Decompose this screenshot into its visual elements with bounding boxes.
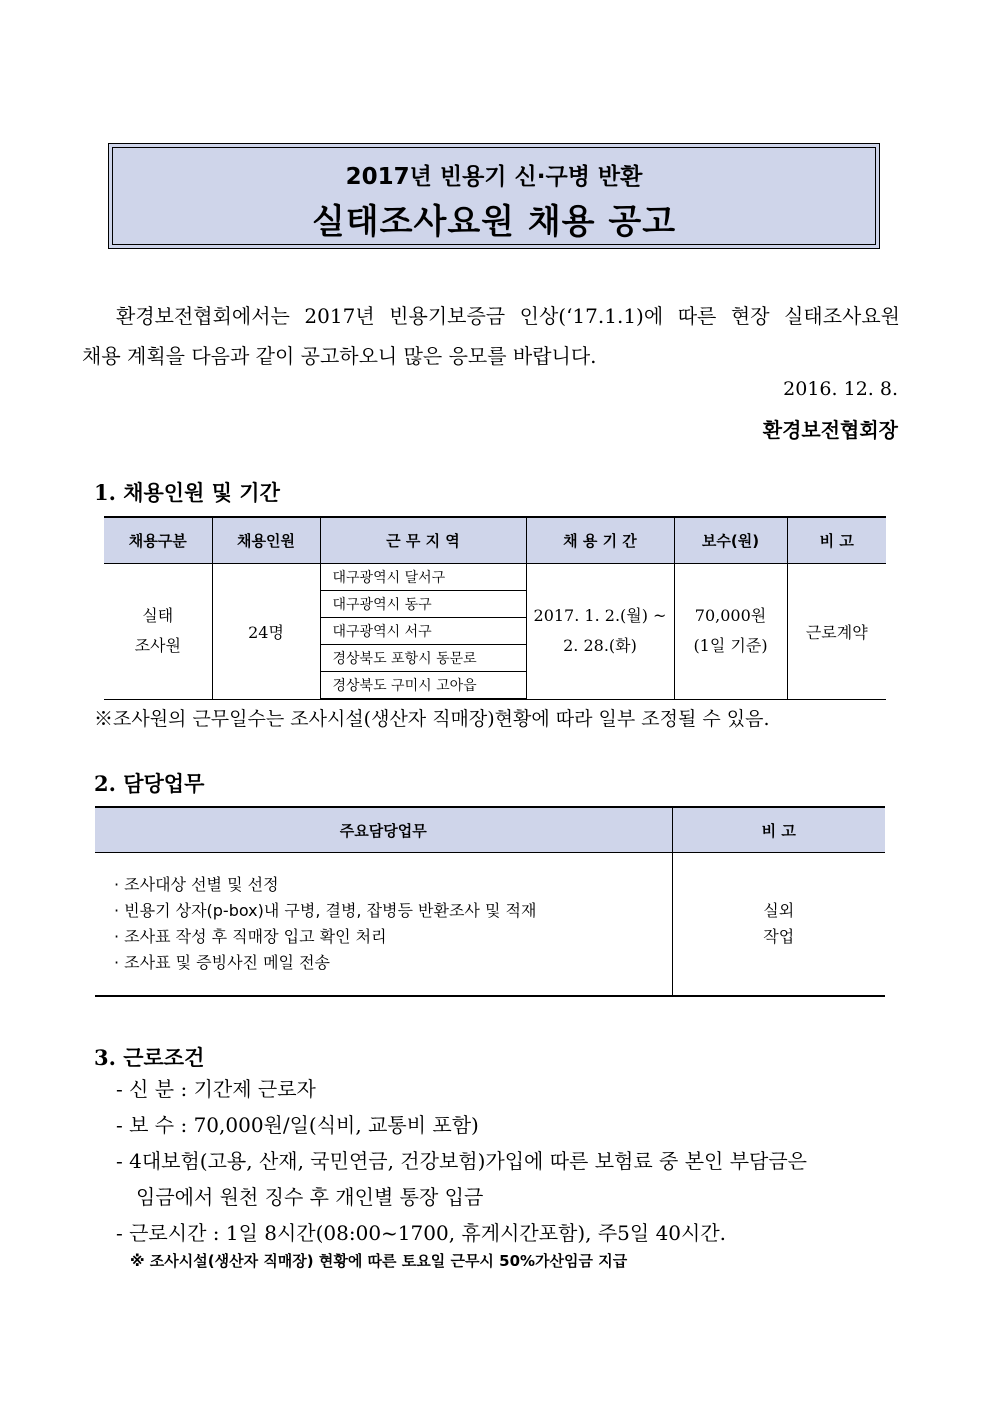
- period-cell: [526, 564, 674, 700]
- category-cell: [104, 564, 212, 700]
- header-category: 채용구분: [104, 517, 212, 564]
- section-3-heading: 3. 근로조건: [94, 1045, 205, 1070]
- condition-insurance: - 4대보험(고용, 산재, 국민연금, 건강보험)가입에 따른 보험료 중 본인 부담금은: [116, 1149, 807, 1173]
- table-row: [95, 853, 885, 997]
- header-region: 근 무 지 역: [320, 517, 526, 564]
- pay-line-1: 70,000원: [694, 606, 767, 626]
- remark-cell: 근로계약: [787, 564, 886, 700]
- region-cell: 경상북도 구미시 고아읍: [320, 672, 526, 700]
- region-cell: 경상북도 포항시 동문로: [320, 645, 526, 672]
- condition-pay: - 보 수 : 70,000원/일(식비, 교통비 포함): [116, 1113, 479, 1137]
- notice-date: 2016. 12. 8.: [783, 378, 898, 400]
- duties-remark-line-2: 작업: [763, 927, 795, 946]
- pay-cell: [674, 564, 787, 700]
- duties-list: [96, 872, 671, 976]
- page-title: 실태조사요원 채용 공고: [311, 202, 677, 242]
- recruitment-table: [104, 516, 886, 700]
- region-cell: 대구광역시 달서구: [320, 564, 526, 591]
- header-remark: 비 고: [787, 517, 886, 564]
- duties-table-header-row: [95, 807, 885, 853]
- header-count: 채용인원: [212, 517, 320, 564]
- saturday-pay-note: ※ 조사시설(생산자 직매장) 현황에 따른 토요일 근무시 50%가산임금 지급: [130, 1252, 628, 1270]
- list-item: · 조사대상 선별 및 선정: [114, 875, 279, 894]
- duties-table: [95, 806, 885, 997]
- intro-line-2: 채용 계획을 다음과 같이 공고하오니 많은 응모를 바랍니다.: [82, 344, 597, 368]
- region-cell: 대구광역시 동구: [320, 591, 526, 618]
- title-box: [108, 143, 880, 249]
- intro-paragraph: [82, 296, 900, 376]
- section-2-heading: 2. 담당업무: [94, 771, 205, 796]
- header-period: 채 용 기 간: [526, 517, 674, 564]
- region-cell: 대구광역시 서구: [320, 618, 526, 645]
- header-pay: 보수(원): [674, 517, 787, 564]
- list-item: · 빈용기 상자(p-box)내 구병, 결병, 잡병등 반환조사 및 적재: [114, 901, 537, 920]
- list-item: · 조사표 작성 후 직매장 입고 확인 처리: [114, 927, 387, 946]
- section-1-heading: 1. 채용인원 및 기간: [94, 480, 280, 505]
- pay-line-2: (1일 기준): [693, 636, 768, 656]
- category-line-1: 실태: [142, 606, 174, 626]
- header-duties-remark: 비 고: [672, 807, 885, 853]
- workday-note: ※조사원의 근무일수는 조사시설(생산자 직매장)현황에 따라 일부 조정될 수 있음.: [94, 708, 770, 730]
- header-duties: 주요담당업무: [95, 807, 672, 853]
- condition-hours: - 근로시간 : 1일 8시간(08:00~1700, 휴게시간포함), 주5일 40시간.: [116, 1221, 727, 1245]
- title-subtitle: 2017년 빈용기 신·구병 반환: [345, 164, 643, 190]
- signer: 환경보전협회장: [762, 418, 898, 442]
- duties-remark-line-1: 실외: [763, 901, 795, 920]
- duties-cell: [95, 853, 672, 997]
- working-conditions-list: [116, 1071, 807, 1251]
- condition-status: - 신 분 : 기간제 근로자: [116, 1077, 316, 1101]
- count-cell: 24명: [212, 564, 320, 700]
- recruitment-table-header-row: [104, 517, 886, 564]
- period-line-2: 2. 28.(화): [563, 636, 637, 656]
- period-line-1: 2017. 1. 2.(월) ~: [533, 606, 667, 626]
- list-item: · 조사표 및 증빙사진 메일 전송: [114, 953, 330, 972]
- intro-line-1: 환경보전협회에서는 2017년 빈용기보증금 인상(‘17.1.1)에 따른 현장 실태조사요원: [116, 304, 900, 328]
- table-row: [104, 564, 886, 591]
- category-line-2: 조사원: [134, 636, 181, 656]
- condition-insurance-cont: 임금에서 원천 징수 후 개인별 통장 입금: [136, 1185, 484, 1209]
- duties-remark-cell: [672, 853, 885, 997]
